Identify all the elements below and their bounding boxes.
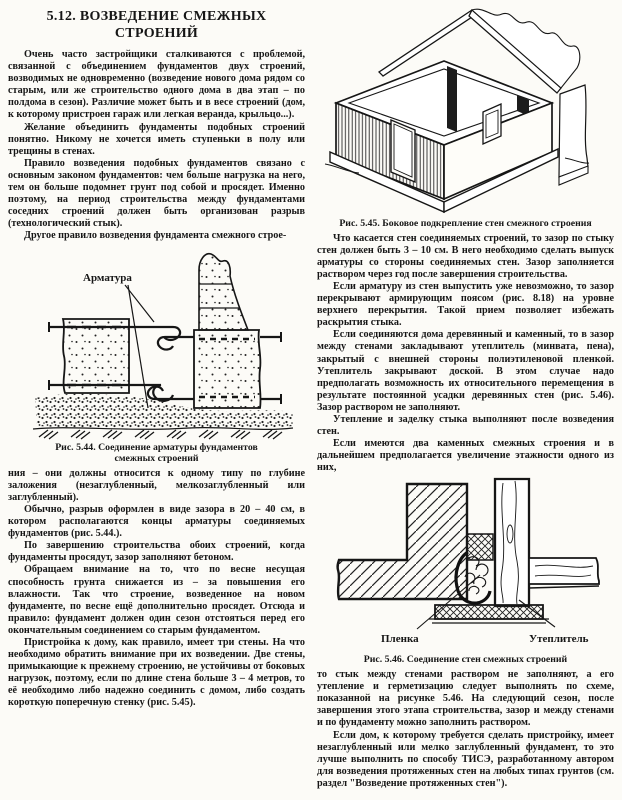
paragraph: Обращаем внимание на то, что по весне несущая способность грунта снижается из – за повышения его влажности. Так что строение, возведенное на новом фундаменте, по весне ещё дополнительно просядет. Отсюда и правило: фундамент должен один сезон отстояться перед его окончательным соединением со старым фундаментом. <box>8 564 305 636</box>
left-column <box>8 6 305 796</box>
paragraph: Что касается стен соединяемых строений, то зазор по стыку стен должен быть 3 – 10 см. В него необходимо сделать выпуск арматуры со стороны соединяемых стен. Зазор заполняется раствором через год после завершения строительства. <box>317 232 614 280</box>
film-label: Пленка <box>381 633 419 646</box>
right-column <box>317 6 614 796</box>
wall-joint-drawing <box>317 476 614 652</box>
insulation-label: Утеплитель <box>529 633 589 646</box>
figure-caption: Рис. 5.45. Боковое подкрепление стен смежного строения <box>339 218 592 229</box>
paragraph: По завершению строительства обоих строений, когда фундаменты просядут, зазор заполняют бетоном. <box>8 540 305 564</box>
section-title-line1: 5.12. ВОЗВЕДЕНИЕ СМЕЖНЫХ <box>46 9 267 24</box>
section-title <box>8 8 305 42</box>
house-side-bracing-drawing <box>317 6 614 216</box>
section-title-line2: СТРОЕНИЙ <box>114 26 199 41</box>
figure-5-46 <box>317 476 614 669</box>
foundation-rebar-drawing <box>9 248 305 440</box>
paragraph: Утепление и заделку стыка выполняют после возведения стен. <box>317 414 614 438</box>
paragraph: Если соединяются дома деревянный и каменный, то в зазор между стенами закладывают утеплитель (минвата, пена), закрытый с внешней стороны полиэтиленовой пленкой. Утеплитель закрывают доской. В этом случае надо предполагать возможность их относительного перемещения в результате постоянной усадки деревянных стен (рис. 5.46). Зазор раствором не заполняют. <box>317 329 614 413</box>
figure-caption: Рис. 5.46. Соединение стен смежных строений <box>363 654 568 666</box>
paragraph: Обычно, разрыв оформлен в виде зазора в 20 – 40 см, в котором располагаются концы арматуры соединяемых фундаментов (рис. 5.44.). <box>8 503 305 540</box>
paragraph: Желание объединить фундаменты подобных строений понятно. Никому не хочется иметь ступеньки в полу или трещины в стенах. <box>8 121 305 157</box>
figure-5-44 <box>8 248 305 468</box>
paragraph: Другое правило возведения фундамента смежного строе- <box>24 230 287 242</box>
paragraph: то стык между стенами раствором не заполняют, а его утепление и герметизацию следует выполнять по схеме, показанной на рисунке 5.46. На следующий сезон, после завершения этого этапа строительства, зазор и между стенами и по фундаменту можно заполнить раствором. <box>317 669 614 729</box>
figure-5-45 <box>317 6 614 233</box>
paragraph: Если арматуру из стен выпустить уже невозможно, то зазор перекрывают армирующим поясом (рис. 8.18) на уровне верхнего перекрытия. Такой прием позволяет избежать раскрытия стыка. <box>317 280 614 329</box>
paragraph: Правило возведения подобных фундаментов связано с основным законом фундаментов: чем больше нагрузка на него, тем он больше подомнет грунт под собой и просядет. Именно поэтому, на период строительства между фундаментами соседних строений должен быть организован разрыв (технологический стык). <box>8 157 305 230</box>
paragraph: Пристройка к дому, как правило, имеет три стены. На что необходимо обратить внимание при их возведении. Две стены, примыкающие к прежнему строению, не устойчивы от боковых нагрузок, поэтому, если по длине стена больше 3 – 4 метров, то её необходимо либо надежно соединить с домом, либо создать короткую поперечную стенку (рис. 5.45). <box>8 637 305 709</box>
paragraph: Очень часто застройщики сталкиваются с проблемой, связанной с объединением фундаментов двух строений, возводимых не одновременно (возведение нового дома рядом со старым, или же строительство одного дома в два этап – по полдома в сезон). Различие может быть и в весе строений (дом, к которому пристроен гараж или легкая веранда, крыльцо...). <box>8 49 305 121</box>
figure-caption: Рис. 5.44. Соединение арматуры фундаментов смежных строений <box>55 441 258 465</box>
paragraph: Если дом, к которому требуется сделать пристройку, имеет незаглубленный или мелко заглубленный фундамент, то это лучше выполнить по способу ТИСЭ, разработанному автором для возведения протяженных стен на любых типах грунтов (см. раздел "Возведение протяженных стен"). <box>317 729 614 789</box>
paragraph: ния – они должны относится к одному типу по глубине заложения (незаглубленный, мелкозаглубленный или заглубленный). <box>8 467 305 503</box>
paragraph: Если имеются два каменных смежных строения и в дальнейшем предполагается увеличение этажности одного из них, <box>317 438 614 474</box>
rebar-label: Арматура <box>82 271 132 284</box>
